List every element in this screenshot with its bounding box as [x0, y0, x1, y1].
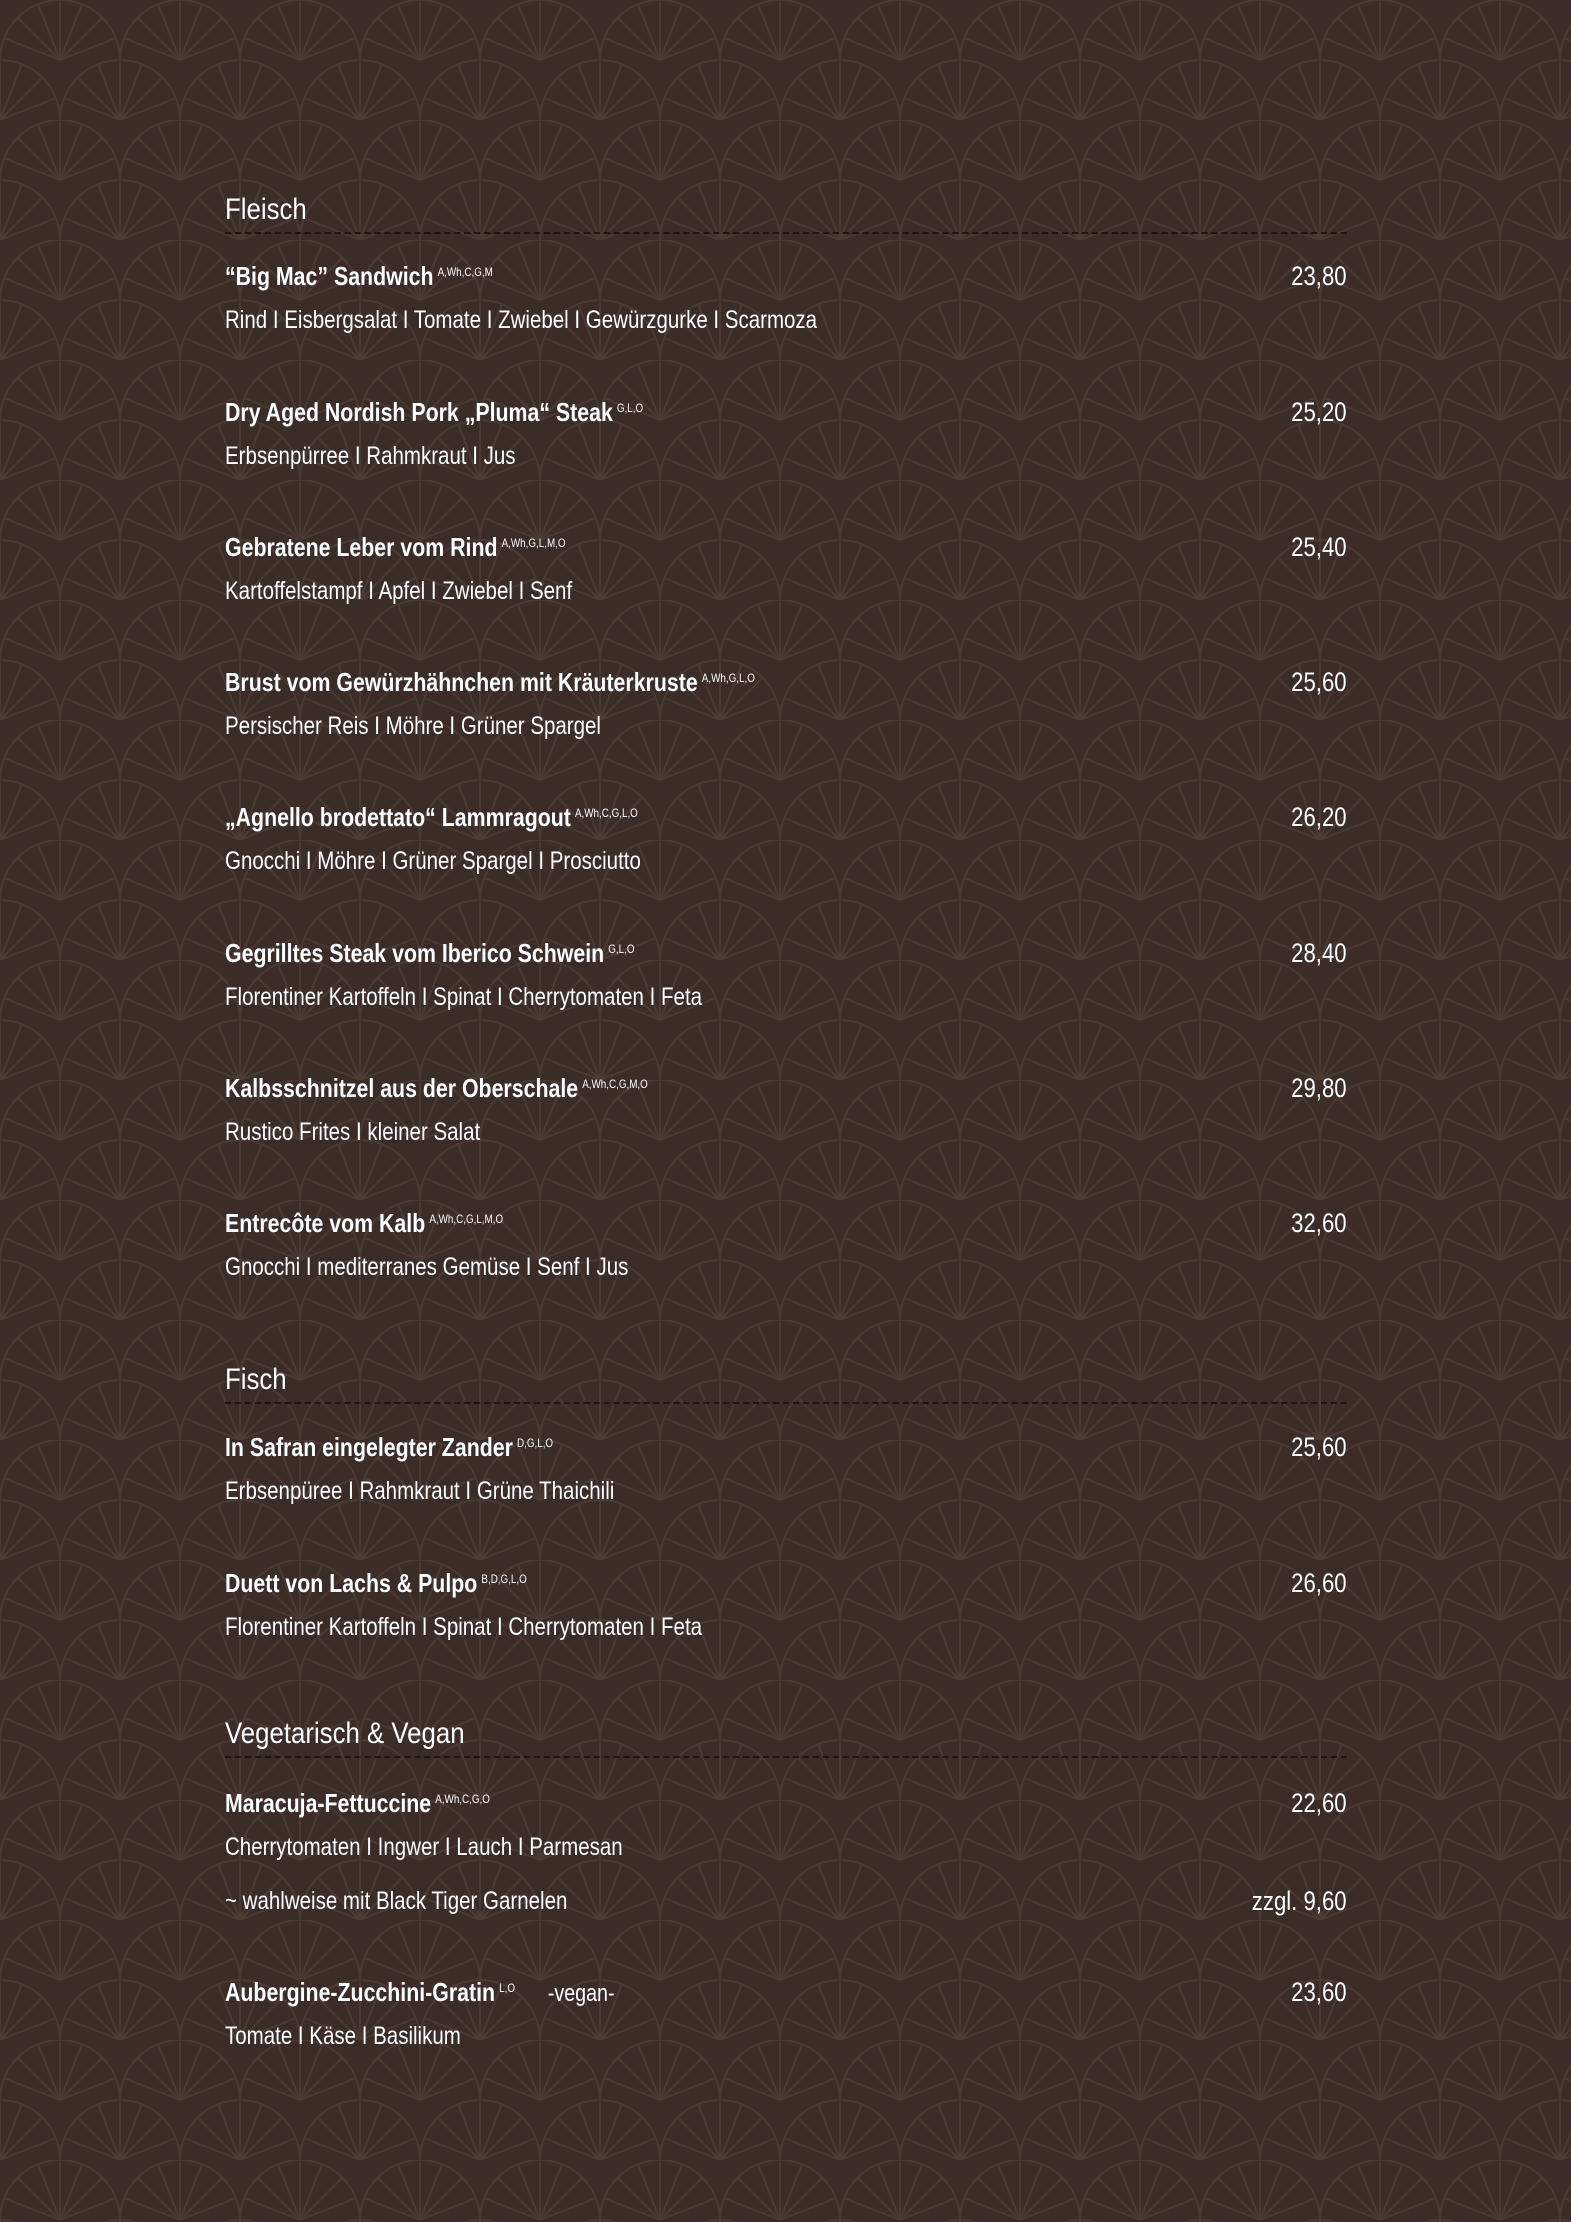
item-name-text: Gegrilltes Steak vom Iberico Schwein — [225, 938, 605, 968]
section-fleisch — [225, 190, 1347, 230]
item-name-text: Duett von Lachs & Pulpo — [225, 1568, 478, 1598]
item-price: 25,60 — [1291, 667, 1347, 697]
allergen-codes: A,Wh,G,L,O — [701, 671, 755, 685]
section-fisch — [225, 1360, 1347, 1400]
item-name — [225, 936, 635, 970]
option-text: ~ wahlweise mit Black Tiger Garnelen — [225, 1887, 568, 1915]
item-name — [225, 530, 566, 564]
item-price: 25,40 — [1291, 532, 1347, 562]
option-price: zzgl. 9,60 — [1252, 1886, 1347, 1916]
item-name-text: Maracuja-Fettuccine — [225, 1788, 432, 1818]
item-price: 32,60 — [1291, 1208, 1347, 1238]
section-divider — [225, 1756, 1347, 1758]
section-divider — [225, 1402, 1347, 1404]
allergen-codes: A,Wh,C,G,M — [437, 265, 493, 279]
allergen-codes: A,Wh,C,G,L,M,O — [429, 1212, 504, 1226]
item-name — [225, 259, 493, 293]
item-name-text: Brust vom Gewürzhähnchen mit Kräuterkruste — [225, 667, 698, 697]
section-title: Fisch — [225, 1363, 287, 1396]
item-name — [225, 1566, 527, 1600]
item-description: Florentiner Kartoffeln I Spinat I Cherrytomaten I Feta — [225, 983, 703, 1011]
item-price: 23,60 — [1291, 1977, 1347, 2007]
item-price: 26,60 — [1291, 1568, 1347, 1598]
item-name-text: In Safran eingelegter Zander — [225, 1432, 513, 1462]
item-name — [225, 1786, 490, 1820]
item-description: Gnocchi I mediterranes Gemüse I Senf I Jus — [225, 1253, 629, 1281]
section-title: Fleisch — [225, 193, 307, 226]
item-description: Rind I Eisbergsalat I Tomate I Zwiebel I Gewürzgurke I Scarmoza — [225, 306, 818, 334]
item-name — [225, 1975, 615, 2011]
item-description: Erbsenpüree I Rahmkraut I Grüne Thaichili — [225, 1477, 615, 1505]
allergen-codes: D,G,L,O — [516, 1436, 554, 1450]
item-name-text: “Big Mac” Sandwich — [225, 261, 434, 291]
item-name — [225, 800, 638, 834]
item-name — [225, 1206, 503, 1240]
section-vegetarisch-vegan — [225, 1714, 1347, 1754]
item-price: 28,40 — [1291, 938, 1347, 968]
item-price: 25,60 — [1291, 1432, 1347, 1462]
item-price: 23,80 — [1291, 261, 1347, 291]
item-price: 29,80 — [1291, 1073, 1347, 1103]
item-description: Tomate I Käse I Basilikum — [225, 2022, 461, 2050]
item-description: Kartoffelstampf I Apfel I Zwiebel I Senf — [225, 577, 573, 605]
allergen-codes: A,Wh,C,G,M,O — [582, 1077, 648, 1091]
item-description: Gnocchi I Möhre I Grüner Spargel I Prosciutto — [225, 847, 641, 875]
item-name-text: Entrecôte vom Kalb — [225, 1208, 426, 1238]
allergen-codes: A,Wh,C,G,L,O — [574, 806, 638, 820]
allergen-codes: B,D,G,L,O — [481, 1572, 527, 1586]
allergen-codes: G,L,O — [616, 401, 644, 415]
item-description: Rustico Frites I kleiner Salat — [225, 1118, 481, 1146]
item-name-text: Gebratene Leber vom Rind — [225, 532, 498, 562]
section-title: Vegetarisch & Vegan — [225, 1717, 465, 1750]
item-description: Persischer Reis I Möhre I Grüner Spargel — [225, 712, 601, 740]
item-name-text: Dry Aged Nordish Pork „Pluma“ Steak — [225, 397, 613, 427]
item-price: 26,20 — [1291, 802, 1347, 832]
allergen-codes: A,Wh,G,L,M,O — [501, 536, 566, 550]
vegan-tag: -vegan- — [547, 1980, 615, 2007]
allergen-codes: A,Wh,C,G,O — [435, 1792, 490, 1806]
item-name-text: Aubergine-Zucchini-Gratin — [225, 1977, 496, 2007]
item-name — [225, 1071, 648, 1105]
section-divider — [225, 232, 1347, 234]
item-price: 25,20 — [1291, 397, 1347, 427]
item-name — [225, 665, 755, 699]
allergen-codes: G,L,O — [608, 942, 635, 956]
item-name-text: Kalbsschnitzel aus der Oberschale — [225, 1073, 579, 1103]
item-price: 22,60 — [1291, 1788, 1347, 1818]
item-description: Florentiner Kartoffeln I Spinat I Cherrytomaten I Feta — [225, 1613, 703, 1641]
item-description: Cherrytomaten I Ingwer I Lauch I Parmesan — [225, 1833, 623, 1861]
item-name — [225, 1430, 553, 1464]
allergen-codes: L,O — [499, 1981, 516, 1995]
item-name — [225, 395, 643, 429]
item-name-text: „Agnello brodettato“ Lammragout — [225, 802, 571, 832]
item-description: Erbsenpürree I Rahmkraut I Jus — [225, 442, 516, 470]
